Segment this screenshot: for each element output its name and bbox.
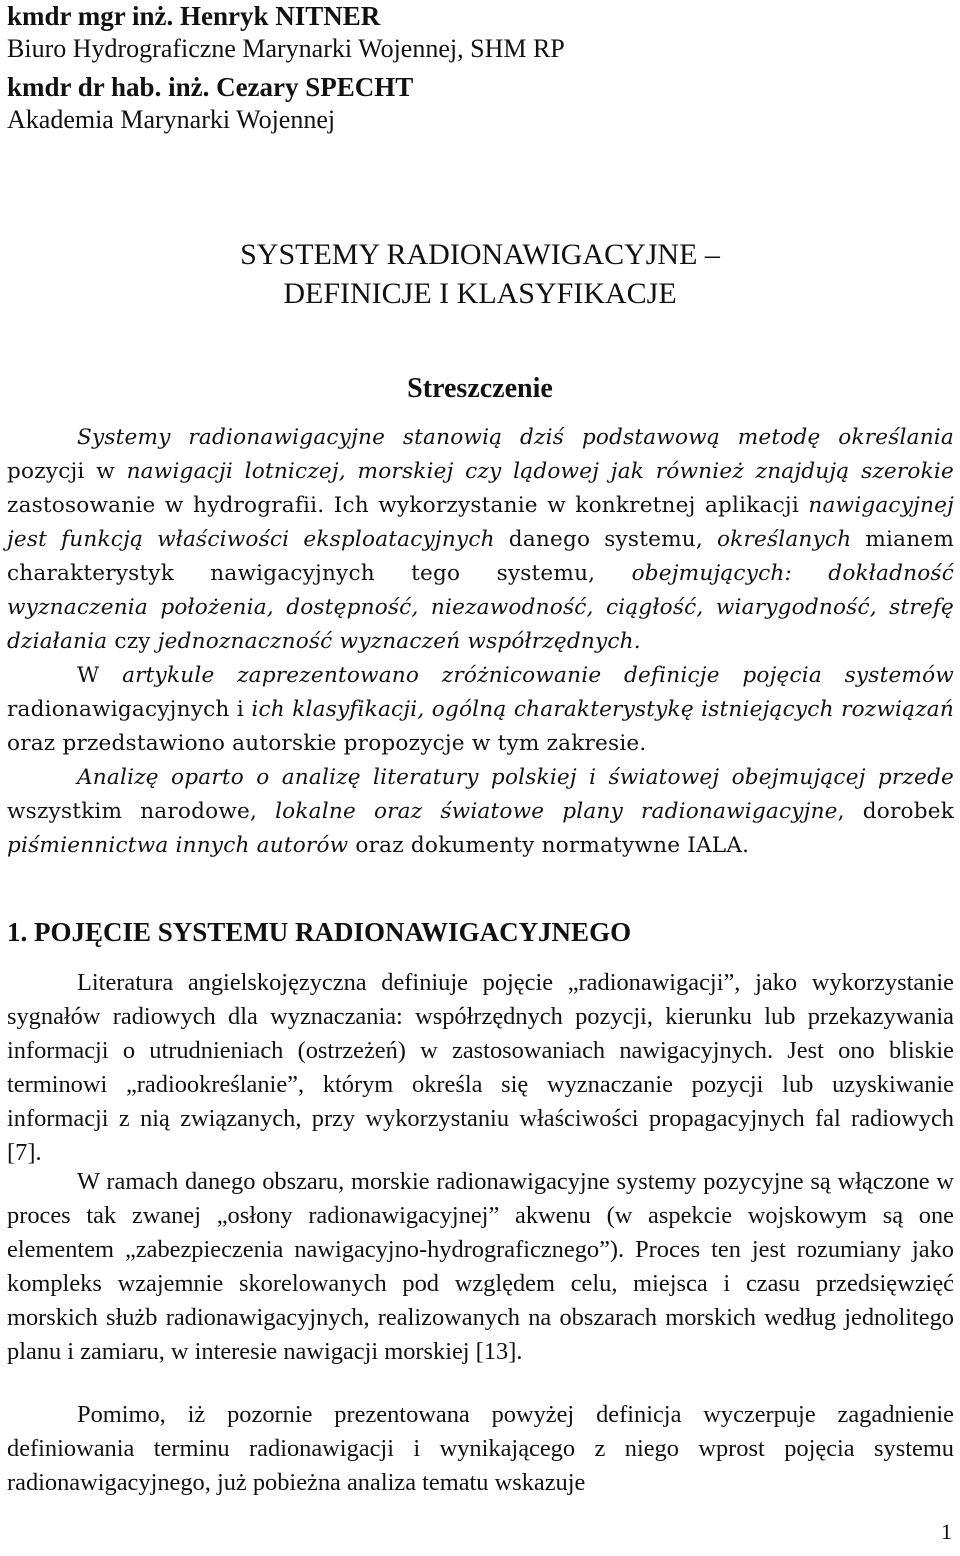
abstract-text-run: mianem charakterystyk nawigacyjnych tego systemu,	[7, 527, 954, 586]
abstract-text-run: nawigacji lotniczej, morskiej czy lądowej jak również znajdują szerokie	[126, 459, 955, 484]
body-paragraph-2: W ramach danego obszaru, morskie radionawigacyjne systemy pozycyjne są włączone w proces tak zwanej „osłony radionawigacyjnej” akwenu (w aspekcie wojskowym są one elementem „zabezpieczenia nawigacyjno-hydrograficznego”). Proces ten jest rozumiany jako kompleks wzajemnie skorelowanych pod względem celu, miejsca i czasu przedsięwzięć morskich służb radionawigacyjnych, realizowanych na obszarach morskich według jednolitego planu i zamiaru, w interesie nawigacji morskiej [13].	[7, 1168, 954, 1365]
abstract-heading: Streszczenie	[407, 373, 553, 404]
abstract-paragraph-2	[7, 659, 954, 761]
author-name-1: kmdr mgr inż. Henryk NITNER	[7, 1, 381, 31]
abstract-text-run: jednoznaczność wyznaczeń współrzędnych.	[157, 629, 641, 654]
abstract-text-run: Systemy radionawigacyjne stanowią dziś podstawową metodę określania	[77, 425, 954, 450]
article-title-line-2: DEFINICJE I KLASYFIKACJE	[283, 277, 677, 310]
section-heading: 1. POJĘCIE SYSTEMU RADIONAWIGACYJNEGO	[7, 917, 632, 947]
abstract-text-run: określanych	[716, 527, 852, 552]
abstract-paragraph-1	[7, 421, 954, 659]
abstract-text-run: oraz przedstawiono autorskie propozycje w tym zakresie.	[7, 731, 647, 756]
abstract-text-run: czy	[107, 629, 158, 654]
abstract-text-run: Analizę oparto o analizę literatury polskiej i światowej obejmującej przede	[77, 765, 954, 790]
abstract-text-run: pozycji w	[7, 459, 127, 484]
abstract-text-run: radionawigacyjnych i	[7, 697, 252, 722]
article-title-line-1: SYSTEMY RADIONAWIGACYJNE –	[240, 238, 720, 271]
abstract-text-run: piśmiennictwa innych autorów	[7, 833, 349, 858]
abstract-text-run: artykule zaprezentowano zróżnicowanie definicje pojęcia systemów	[122, 663, 954, 688]
body-paragraph-3: Pomimo, iż pozornie prezentowana powyżej definicja wyczerpuje zagadnienie definiowania terminu radionawigacji i wynikającego z niego wprost pojęcia systemu radionawigacyjnego, już pobieżna analiza tematu wskazuje	[7, 1401, 954, 1496]
body-paragraph-1: Literatura angielskojęzyczna definiuje pojęcie „radionawigacji”, jako wykorzystanie sygnałów radiowych dla wyznaczania: współrzędnych pozycji, kierunku lub przekazywania informacji o utrudnieniach (ostrzeżeń) w zastosowaniach nawigacyjnych. Jest ono bliskie terminowi „radiookreślanie”, którym określa się wyznaczanie pozycji lub uzyskiwanie informacji z nią związanych, przy wykorzystaniu właściwości propagacyjnych fal radiowych [7].	[7, 969, 954, 1166]
author-name-2: kmdr dr hab. inż. Cezary SPECHT	[7, 72, 414, 102]
abstract-text-run: danego systemu,	[494, 527, 717, 552]
abstract-text-run: obejmujących: dokładność wyznaczenia położenia, dostępność, niezawodność, ciągłość, wiarygodność, strefę działania	[7, 561, 954, 654]
abstract-text-run: nawigacyjnej jest funkcją właściwości eksploatacyjnych	[7, 493, 954, 552]
abstract-text-run: oraz dokumenty normatywne IALA.	[348, 833, 750, 858]
abstract-text-run: ich klasyfikacji, ogólną charakterystykę istniejących rozwiązań	[251, 697, 954, 722]
abstract-paragraph-3	[7, 761, 954, 863]
page-number: 1	[941, 1519, 952, 1544]
abstract-text-run: lokalne oraz światowe plany radionawigacyjne	[275, 799, 838, 824]
abstract-text-run: , dorobek	[837, 799, 954, 824]
abstract-text-run: W	[77, 663, 123, 688]
author-affiliation-1: Biuro Hydrograficzne Marynarki Wojennej, SHM RP	[7, 34, 565, 63]
abstract-text-run: wszystkim narodowe,	[7, 799, 276, 824]
author-affiliation-2: Akademia Marynarki Wojennej	[7, 105, 336, 134]
abstract-text-run: zastosowanie w hydrografii. Ich wykorzystanie w konkretnej aplikacji	[7, 493, 809, 518]
